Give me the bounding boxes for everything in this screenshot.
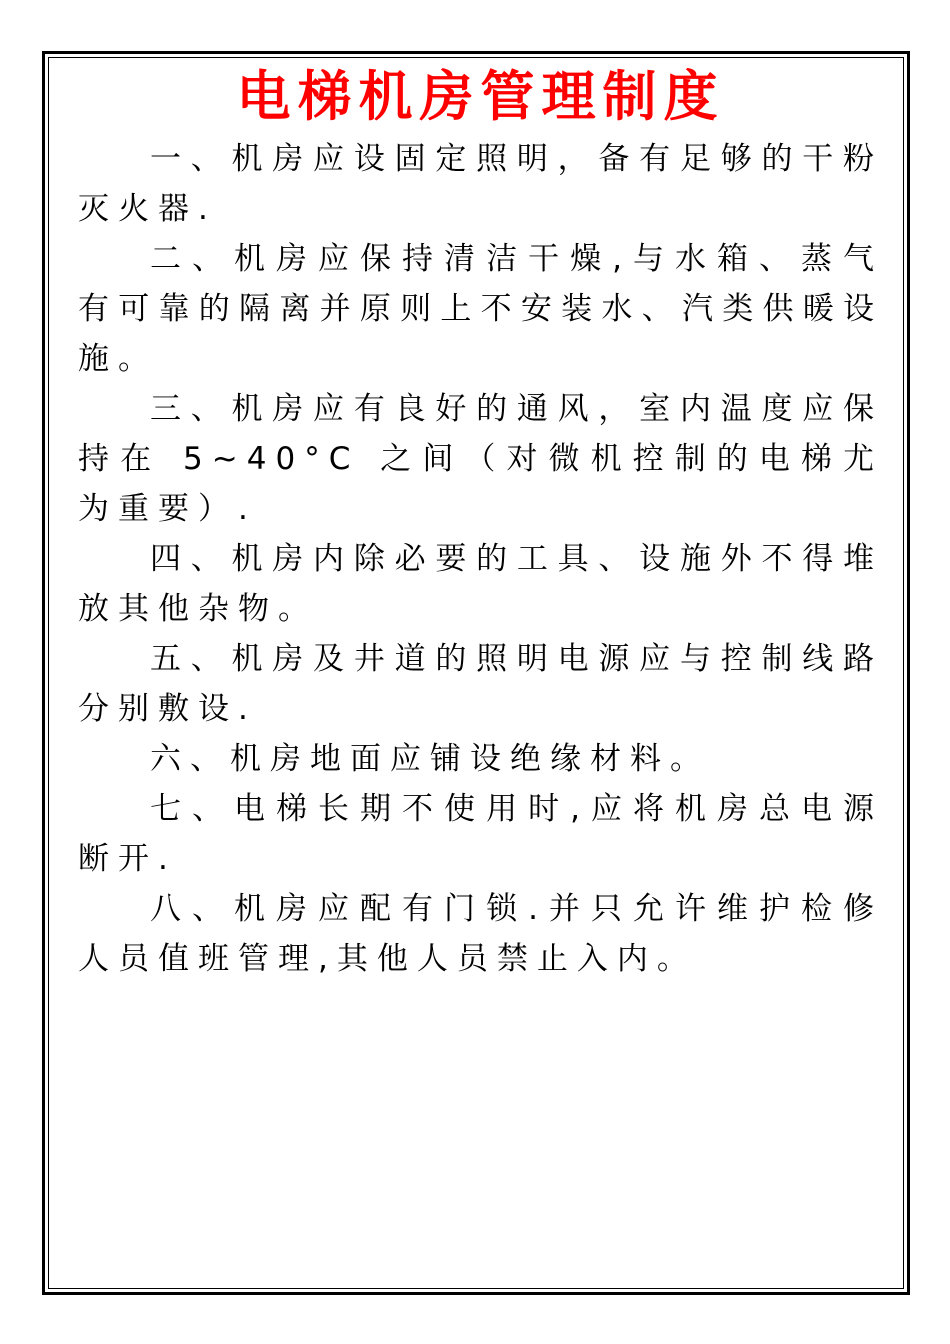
document-title: 电梯机房管理制度 [236,64,725,128]
rule-item-8: 八、机房应配有门锁.并只允许维护检修人员值班管理,其他人员禁止入内。 [78,891,883,977]
rule-item-2: 二、机房应保持清洁干燥,与水箱、蒸气有可靠的隔离并原则上不安装水、汽类供暖设施。 [78,241,883,377]
rule-item-6: 六、机房地面应铺设绝缘材料。 [150,741,710,777]
document-body [78,58,883,984]
rule-item-3: 三、机房应有良好的通风，室内温度应保持在 5~40°C 之间（对微机控制的电梯尤为重要）. [78,391,883,527]
rule-item-1: 一、机房应设固定照明，备有足够的干粉灭火器. [78,141,883,227]
rule-item-7: 七、电梯长期不使用时,应将机房总电源断开. [78,791,883,877]
rule-item-5: 五、机房及井道的照明电源应与控制线路分别敷设. [78,641,883,727]
rule-item-4: 四、机房内除必要的工具、设施外不得堆放其他杂物。 [78,541,883,627]
